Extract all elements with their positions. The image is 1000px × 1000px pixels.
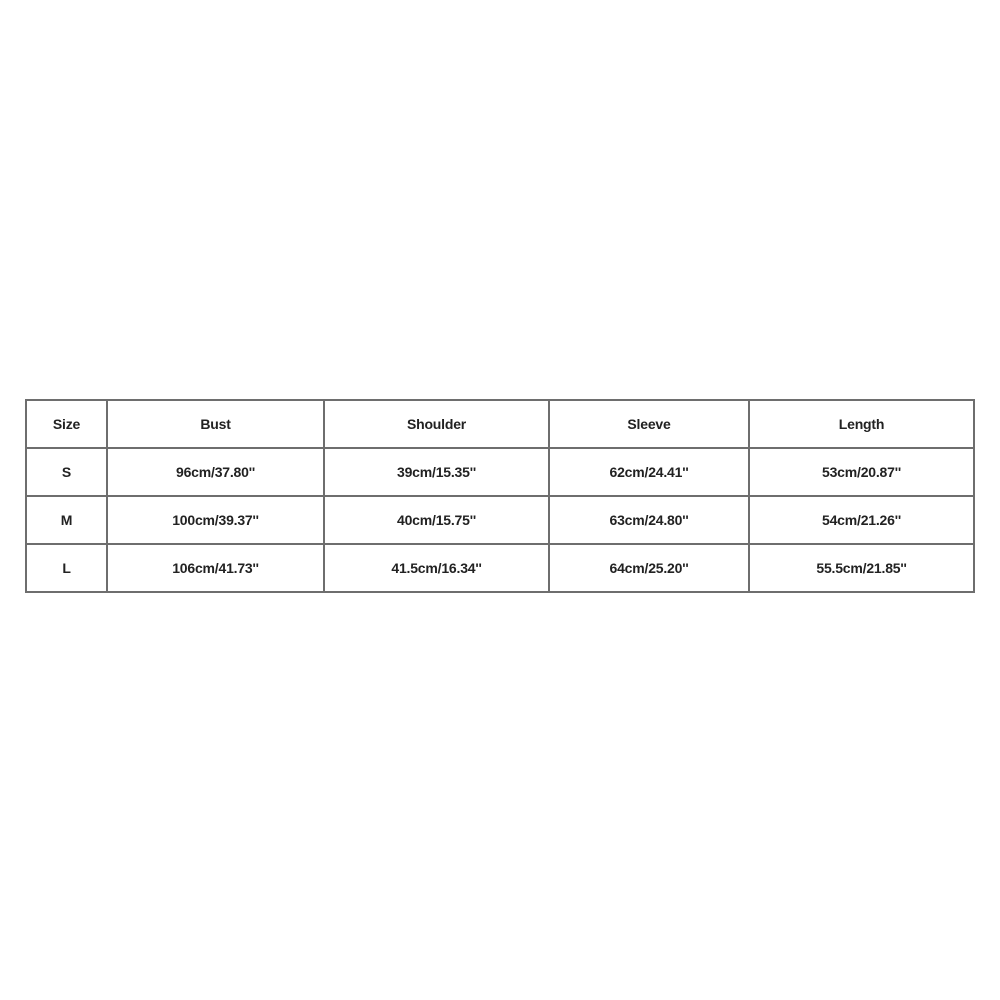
table-row xyxy=(26,448,974,496)
cell-bust: 106cm/41.73'' xyxy=(107,544,324,592)
cell-shoulder: 39cm/15.35'' xyxy=(324,448,549,496)
header-size: Size xyxy=(26,400,107,448)
cell-sleeve: 64cm/25.20'' xyxy=(549,544,749,592)
cell-shoulder: 41.5cm/16.34'' xyxy=(324,544,549,592)
cell-bust: 96cm/37.80'' xyxy=(107,448,324,496)
header-length: Length xyxy=(749,400,974,448)
cell-bust: 100cm/39.37'' xyxy=(107,496,324,544)
cell-size: M xyxy=(26,496,107,544)
cell-length: 55.5cm/21.85'' xyxy=(749,544,974,592)
cell-size: S xyxy=(26,448,107,496)
cell-sleeve: 62cm/24.41'' xyxy=(549,448,749,496)
size-chart-table xyxy=(25,399,975,593)
cell-sleeve: 63cm/24.80'' xyxy=(549,496,749,544)
header-bust: Bust xyxy=(107,400,324,448)
table-header-row xyxy=(26,400,974,448)
cell-size: L xyxy=(26,544,107,592)
table-row xyxy=(26,496,974,544)
cell-length: 54cm/21.26'' xyxy=(749,496,974,544)
header-shoulder: Shoulder xyxy=(324,400,549,448)
cell-length: 53cm/20.87'' xyxy=(749,448,974,496)
cell-shoulder: 40cm/15.75'' xyxy=(324,496,549,544)
header-sleeve: Sleeve xyxy=(549,400,749,448)
table-row xyxy=(26,544,974,592)
